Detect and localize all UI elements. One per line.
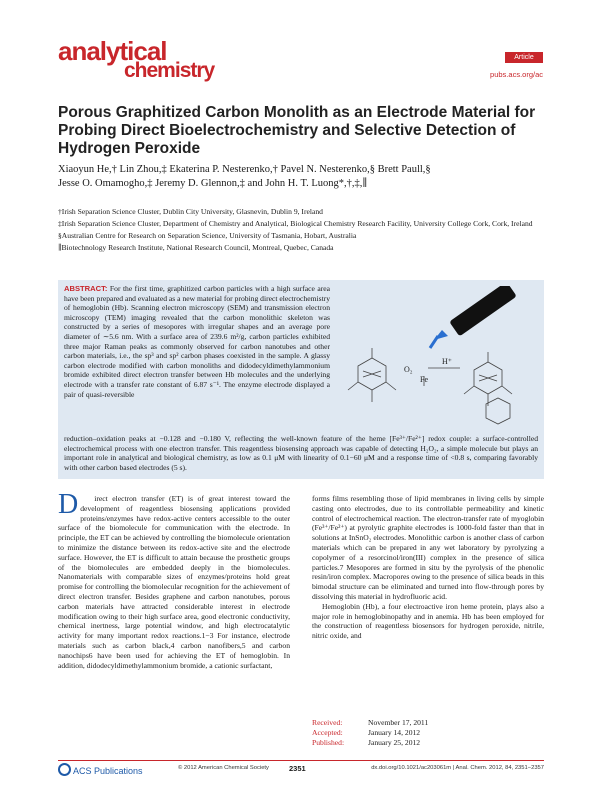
doi-citation[interactable]: dx.doi.org/10.1021/ac203061m | Anal. Chem. 2012, 84, 2351−2357 bbox=[371, 765, 544, 771]
toc-h-plus-label: H⁺ bbox=[442, 357, 452, 366]
abstract-label: ABSTRACT: bbox=[64, 284, 108, 293]
affiliation-item: §Australian Centre for Research on Separation Science, University of Tasmania, Hobart, Australia bbox=[58, 231, 357, 240]
body-column-2 bbox=[312, 494, 544, 641]
abstract-body-1: For the first time, graphitized carbon particles with a high surface area have been prepared and evaluated as a new material for probing direct electrochemistry of hemoglobin (Hb). Scanning electron microscopy (SEM) and transmission electron microscopy (TEM) imaging revealed that the carbon monolithic skeleton was constructed by a series of mesopores with irregular shapes and an average pore diameter of ∼5.6 nm. With a surface area of 239.6 m²/g, carbon particles exhibited three major Raman peaks as commonly observed for carbon nanotubes and other carbon materials, i.e., the sp³ and sp² carbon phases coexisted in the sample. A glassy carbon electrode modified with carbon monoliths and didodecyldimethylammonium bromide exhibited direct electron transfer between Hb molecules and the underlying electrode with a transfer rate constant of 6.87 s⁻¹. The enzyme electrode displayed a pair of quasi-reversible bbox=[64, 284, 330, 399]
publisher-name: ACS Publications bbox=[73, 766, 143, 776]
body-col1-text: irect electron transfer (ET) is of great interest toward the development of reagentless biosensing applications provided proteins/enzymes have redox-active centers accessible to the outer surface of the biomolecule for communication with the electrode. In principle, the ET can be achieved by controlling the biomolecule orientation to minimize the distance between its redox-active site and the electrode surface. However, the ET is difficult to attain because the prosthetic groups of the biomolecules are embedded deeply in the biomolecules. Nanomaterials with comparable sizes of enzymes/proteins hold great promise for controlling the biomolecular recognition for the achievement of direct electron transfer. Besides graphene and carbon nanotubes, porous carbon materials have attracted considerable interest in electrode modification owing to their high surface area, good electronic conductivity, chemical inertness, large potential window, and high electrocatalytic activity for many important redox reactions.1−3 For instance, electrode materials such as carbon black,4 carbon nanofibers,5 and carbon nanochips6 have been used for achieving the ET of hemoglobin. In addition, didodecyldimethylammonium bromide, a cationic surfactant, bbox=[58, 494, 290, 670]
authors-line-2: Jesse O. Omamogho,‡ Jeremy D. Glennon,‡ and John H. T. Luong*,†,‡,∥ bbox=[58, 178, 368, 189]
drop-cap: D bbox=[58, 489, 79, 520]
received-label: Received: bbox=[312, 718, 343, 727]
toc-o2-label: O₂ bbox=[404, 365, 413, 374]
published-label: Published: bbox=[312, 738, 345, 747]
affiliation-item: †Irish Separation Science Cluster, Dublin City University, Glasnevin, Dublin 9, Ireland bbox=[58, 207, 323, 216]
accepted-label: Accepted: bbox=[312, 728, 343, 737]
copyright-notice: © 2012 American Chemical Society bbox=[178, 765, 269, 771]
journal-logo-line2: chemistry bbox=[124, 59, 215, 82]
syringe-icon bbox=[430, 286, 517, 348]
toc-fe-label: Fe bbox=[420, 375, 428, 384]
body-paragraph: forms films resembling those of lipid membranes in living cells by simple casting onto electrodes, due to its controllable permeability and kinetic control of electrochemical reaction. The electron-transfer rate of myoglobin (Fe³⁺/Fe²⁺) at pyrolytic graphite electrodes is 1000-fold faster than that in solutions at InSnO₂ electrodes. Monolithic carbon is another class of carbon materials which can be prepared in any wet laboratory by pyrolyzing a copolymer of a resorcinol/iron(III) complex in the presence of silica particles.7 Mesopores are formed in situ by the pyrolysis of the phenolic resin/iron complex. Macropores owing to the presence of silica beads in this bimodal structure can be eliminated and turned into flow-through pores by dissolving this material in hydrofluoric acid. bbox=[312, 494, 544, 601]
heme-structure-icon bbox=[348, 348, 512, 424]
acs-publications-logo bbox=[58, 763, 143, 776]
received-date: November 17, 2011 bbox=[368, 718, 429, 727]
toc-graphic bbox=[338, 286, 538, 432]
journal-url[interactable]: pubs.acs.org/ac bbox=[490, 70, 543, 79]
accepted-date: January 14, 2012 bbox=[368, 728, 421, 737]
article-type-badge: Article bbox=[505, 52, 543, 63]
affiliation-item: ∥Biotechnology Research Institute, National Research Council, Montreal, Quebec, Canada bbox=[58, 243, 334, 252]
acs-logo-icon bbox=[58, 763, 71, 776]
authors-line-1: Xiaoyun He,† Lin Zhou,‡ Ekaterina P. Nesterenko,† Pavel N. Nesterenko,§ Brett Paull,§ bbox=[58, 164, 431, 175]
page-number: 2351 bbox=[289, 764, 306, 773]
article-title: Porous Graphitized Carbon Monolith as an Electrode Material for Probing Direct Bioelectrochemistry and Selective Detection of Hydrogen Peroxide bbox=[58, 104, 536, 157]
journal-logo-line1: analytical bbox=[58, 36, 167, 66]
author-list bbox=[58, 163, 548, 191]
article-history bbox=[312, 718, 428, 748]
affiliations bbox=[58, 207, 548, 255]
body-paragraph: Hemoglobin (Hb), a four electroactive iron heme protein, plays also a major role in hemoglobinopathy and in anemia. Hb has been employed for the construction of reagentless biosensors for hydrogen peroxide, nitrile, nitric oxide, and bbox=[312, 601, 544, 641]
abstract-text-part1 bbox=[64, 284, 330, 399]
affiliation-item: ‡Irish Separation Science Cluster, Department of Chemistry and Analytical, Biological Chemistry Research Facility, University College Cork, Cork, Ireland bbox=[58, 219, 533, 228]
published-date: January 25, 2012 bbox=[368, 738, 421, 747]
abstract-text-part2: reduction–oxidation peaks at −0.128 and −0.180 V, reflecting the well-known feature of the heme [Fe³⁺/Fe²⁺] redox couple: a surface-controlled electrochemical process with one electron transfer. This reagentless biosensing approach was capable of detecting H₂O₂, a simple molecule but plays an important role in analytical and biological chemistry, as low as 0.1 μM with linearity of 0.1−60 μM and a response time of <0.8 s, comparing favorably with other carbon based electrodes (5 s). bbox=[64, 434, 538, 472]
footer-divider bbox=[58, 760, 544, 761]
body-column-1 bbox=[58, 489, 290, 670]
